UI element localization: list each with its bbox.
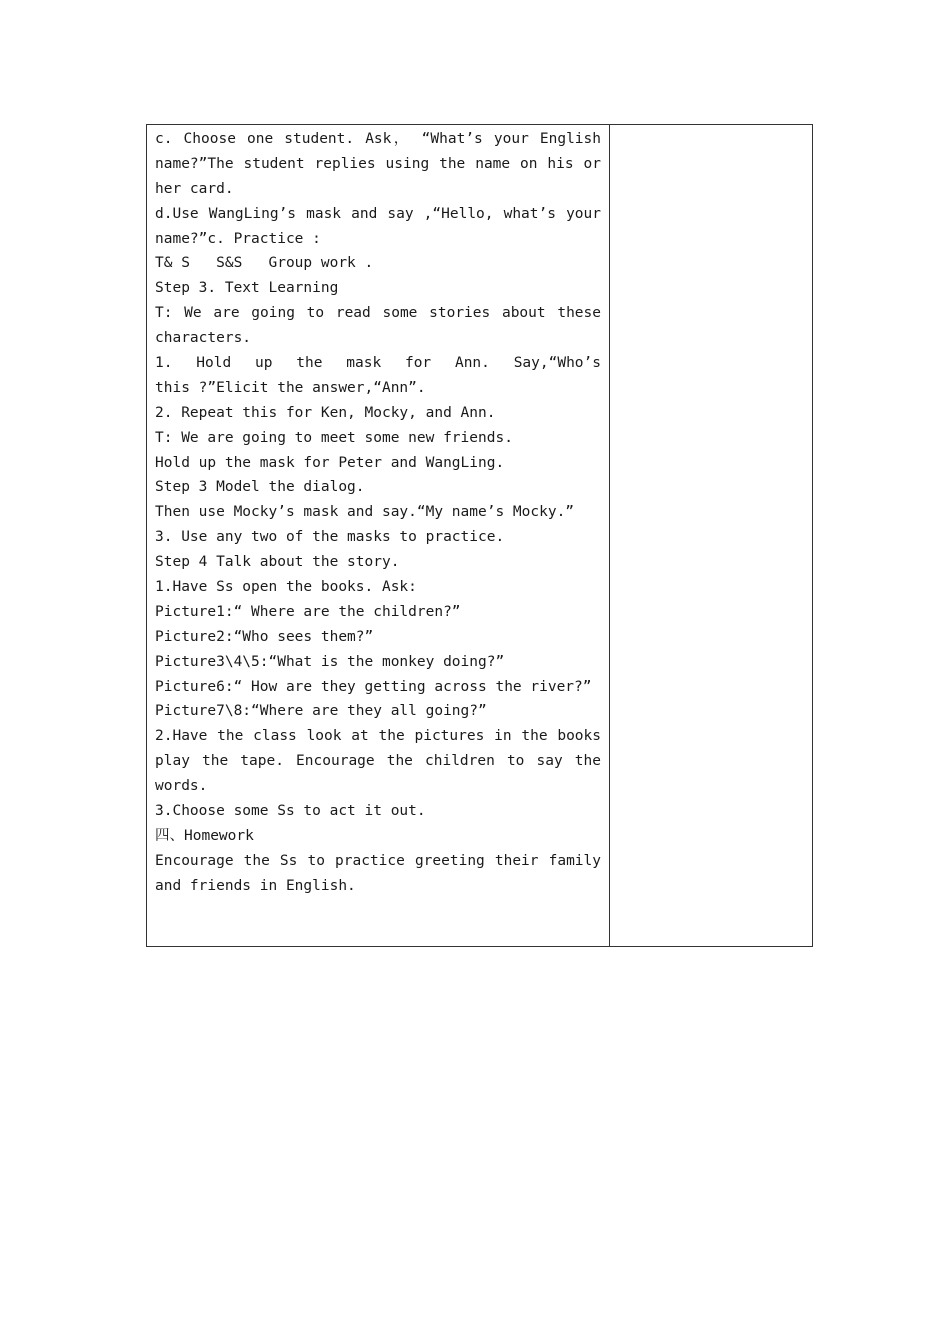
text-line: words. — [155, 778, 208, 795]
text-line: Picture3\4\5:“What is the monkey doing?” — [155, 653, 505, 670]
text-line: T: We are going to meet some new friends. — [155, 429, 513, 446]
notes-cell — [610, 125, 813, 947]
text-line: her card. — [155, 180, 234, 197]
text-line: Picture2:“Who sees them?” — [155, 628, 374, 645]
text-line: 1.Have Ss open the books. Ask: — [155, 579, 417, 596]
text-line: Step 4 Talk about the story. — [155, 554, 400, 571]
text-line: 2.Have the class look at the pictures in the books — [155, 728, 601, 745]
text-line: this ?”Elicit the answer,“Ann”. — [155, 379, 426, 396]
lesson-steps-cell — [147, 125, 610, 947]
text-line: Step 3 Model the dialog. — [155, 479, 365, 496]
text-line: name?”The student replies using the name on his or — [155, 155, 601, 172]
text-line: 四、Homework — [155, 827, 254, 844]
text-line: play the tape. Encourage the children to say the — [155, 753, 601, 770]
text-line: 3.Choose some Ss to act it out. — [155, 803, 426, 820]
text-line: Picture7\8:“Where are they all going?” — [155, 703, 487, 720]
text-line: 1. Hold up the mask for Ann. Say,“Who’s — [155, 355, 601, 372]
text-line: and friends in English. — [155, 877, 356, 894]
notes-text — [610, 125, 812, 127]
text-line: Step 3. Text Learning — [155, 280, 339, 297]
text-line: Hold up the mask for Peter and WangLing. — [155, 454, 505, 471]
text-line: Encourage the Ss to practice greeting their family — [155, 852, 601, 869]
text-line: T: We are going to read some stories about these — [155, 305, 601, 322]
text-line: d.Use WangLing’s mask and say ,“Hello, what’s your — [155, 205, 601, 222]
text-line: 2. Repeat this for Ken, Mocky, and Ann. — [155, 404, 496, 421]
lesson-steps-text — [147, 125, 609, 899]
text-line: 3. Use any two of the masks to practice. — [155, 529, 505, 546]
text-line: Picture6:“ How are they getting across the river?” — [155, 678, 592, 695]
text-line: Picture1:“ Where are the children?” — [155, 603, 461, 620]
lesson-plan-table — [146, 124, 813, 947]
text-line: name?”c. Practice : — [155, 230, 321, 247]
table-row — [147, 125, 813, 947]
text-line: Then use Mocky’s mask and say.“My name’s Mocky.” — [155, 504, 575, 521]
text-line: characters. — [155, 330, 252, 347]
text-line: T& S S&S Group work . — [155, 255, 374, 272]
text-line: c. Choose one student. Ask， “What’s your English — [155, 131, 601, 147]
